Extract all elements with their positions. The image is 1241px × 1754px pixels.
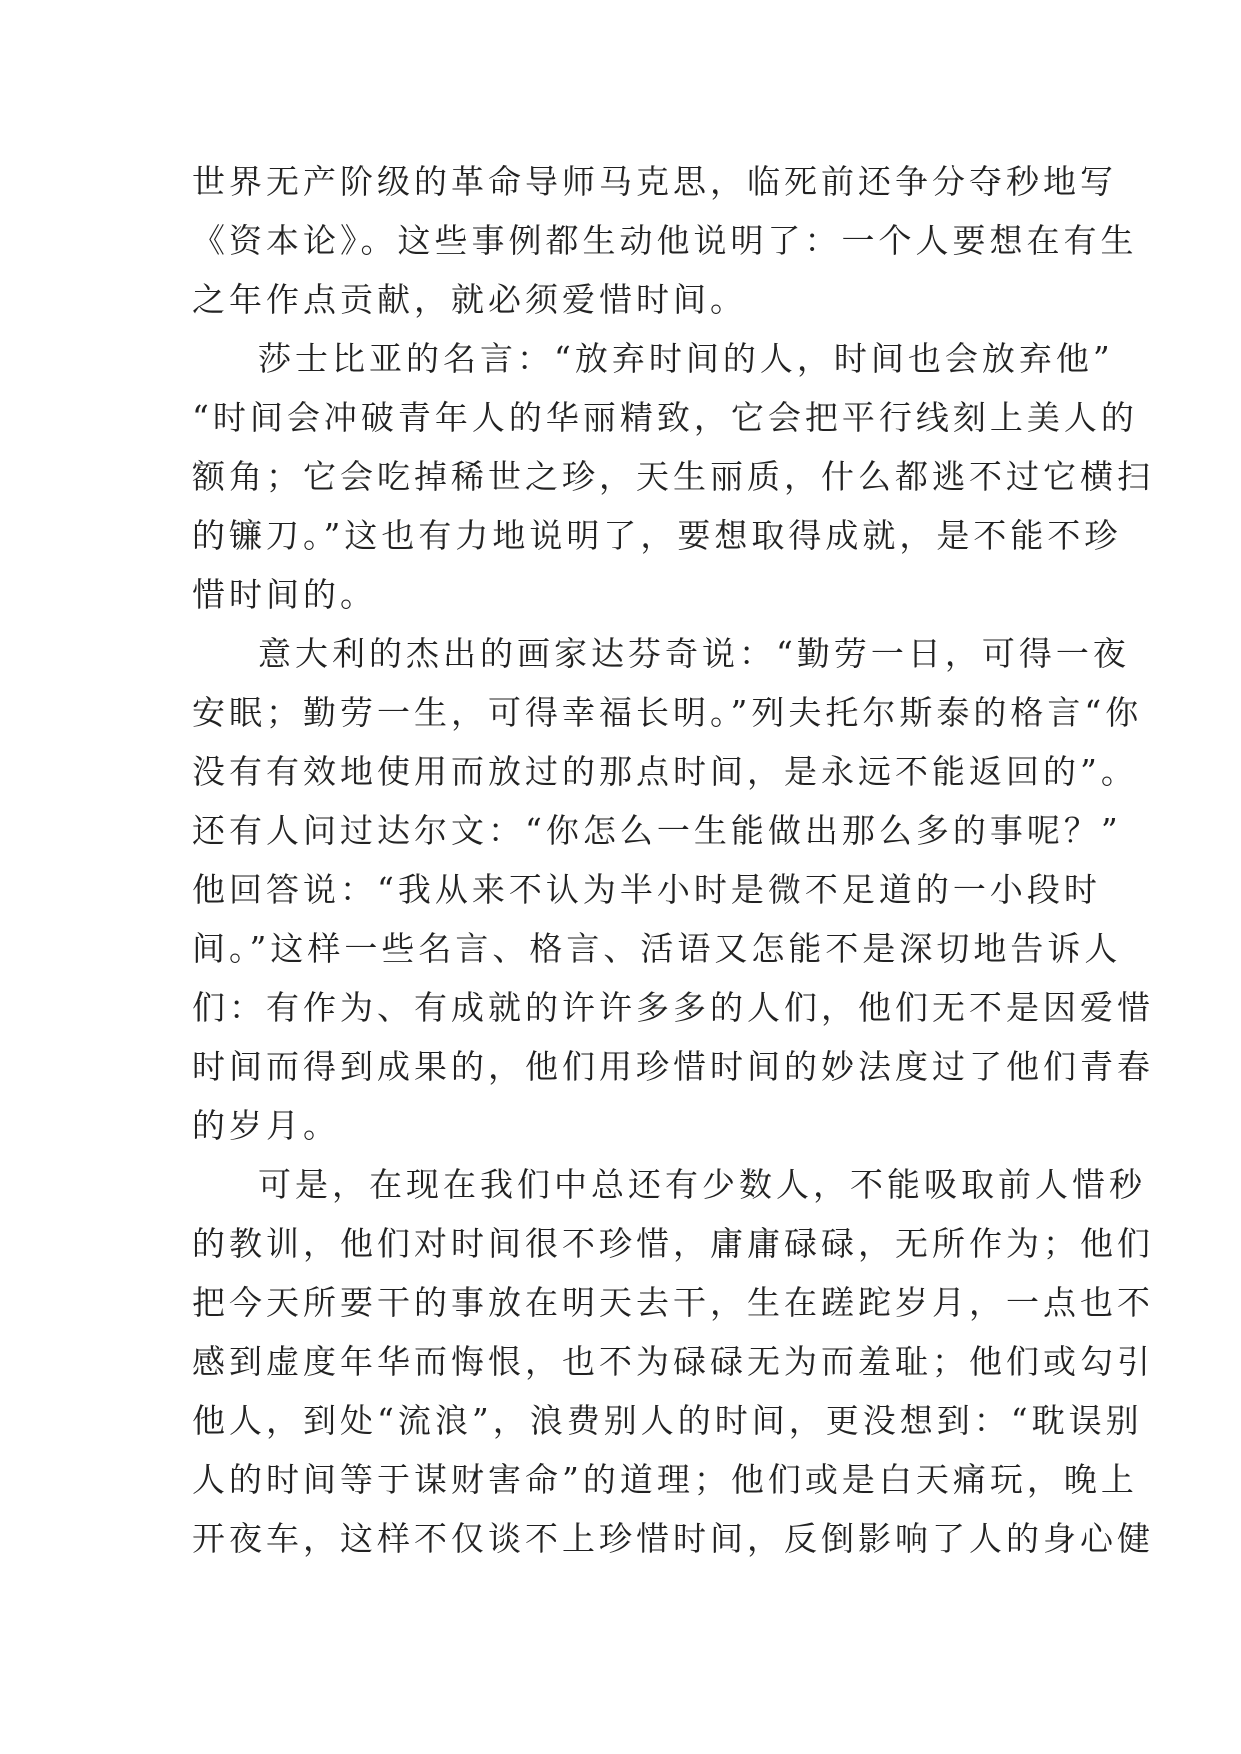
paragraph-4 [192, 1155, 1154, 1568]
text-line: 的岁月。 [192, 1106, 340, 1145]
text-line: “时间会冲破青年人的华丽精致，它会把平行线刻上美人的 [192, 398, 1138, 437]
text-line: 世界无产阶级的革命导师马克思，临死前还争分夺秒地写 [192, 162, 1117, 201]
text-line: 他人，到处“流浪”，浪费别人的时间，更没想到：“耽误别 [192, 1401, 1143, 1440]
text-line: 的教训，他们对时间很不珍惜，庸庸碌碌，无所作为；他们 [192, 1224, 1154, 1263]
text-line: 之年作点贡献，就必须爱惜时间。 [192, 280, 747, 319]
text-line: 《资本论》。这些事例都生动他说明了：一个人要想在有生 [192, 221, 1138, 260]
text-line: 意大利的杰出的画家达芬奇说：“勤劳一日，可得一夜 [258, 634, 1130, 673]
paragraph-1 [192, 152, 1138, 329]
text-line: 开夜车，这样不仅谈不上珍惜时间，反倒影响了人的身心健 [192, 1519, 1154, 1558]
text-line: 可是，在现在我们中总还有少数人，不能吸取前人惜秒 [258, 1165, 1146, 1204]
paragraph-2 [192, 329, 1154, 624]
text-line: 没有有效地使用而放过的那点时间，是永远不能返回的”。 [192, 752, 1138, 791]
text-line: 们：有作为、有成就的许许多多的人们，他们无不是因爱惜 [192, 988, 1154, 1027]
text-line: 感到虚度年华而悔恨，也不为碌碌无为而羞耻；他们或勾引 [192, 1342, 1154, 1381]
text-line: 惜时间的。 [192, 575, 377, 614]
text-line: 莎士比亚的名言：“放弃时间的人，时间也会放弃他” [258, 339, 1114, 378]
paragraph-3 [192, 624, 1154, 1155]
text-line: 人的时间等于谋财害命”的道理；他们或是白天痛玩，晚上 [192, 1460, 1138, 1499]
text-line: 时间而得到成果的，他们用珍惜时间的妙法度过了他们青春 [192, 1047, 1154, 1086]
body-text [192, 152, 1154, 1568]
text-line: 安眠；勤劳一生，可得幸福长明。”列夫托尔斯泰的格言“你 [192, 693, 1143, 732]
text-line: 还有人问过达尔文：“你怎么一生能做出那么多的事呢？” [192, 811, 1122, 850]
text-line: 的镰刀。”这也有力地说明了，要想取得成就，是不能不珍 [192, 516, 1122, 555]
text-line: 他回答说：“我从来不认为半小时是微不足道的一小段时 [192, 870, 1101, 909]
text-line: 间。”这样一些名言、格言、活语又怎能不是深切地告诉人 [192, 929, 1122, 968]
text-line: 把今天所要干的事放在明天去干，生在蹉跎岁月，一点也不 [192, 1283, 1154, 1322]
text-line: 额角；它会吃掉稀世之珍，天生丽质，什么都逃不过它横扫 [192, 457, 1154, 496]
